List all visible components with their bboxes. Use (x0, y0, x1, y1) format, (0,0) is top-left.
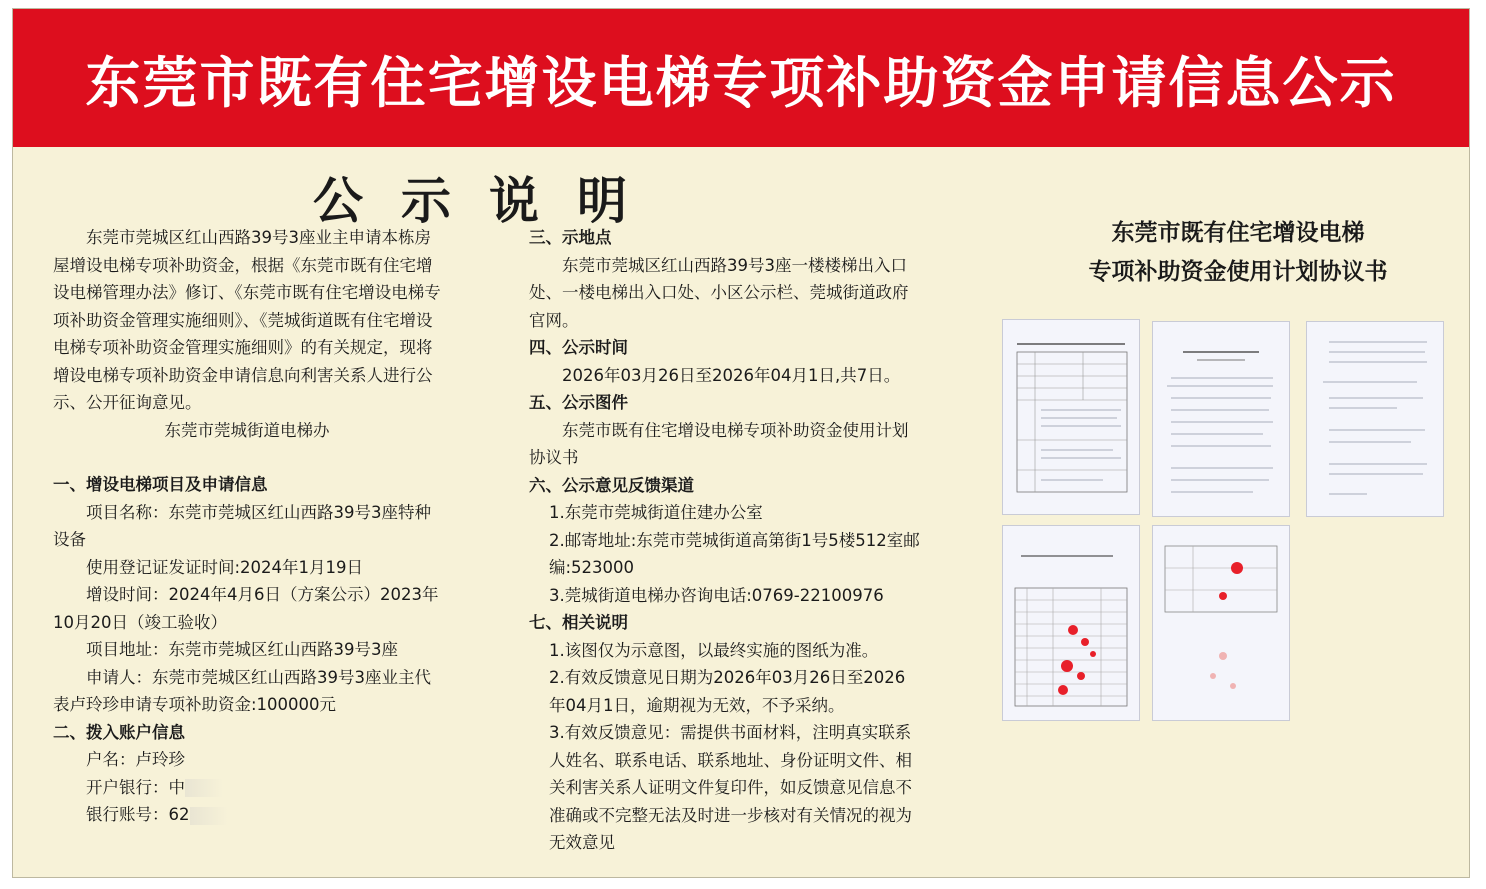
owner-signature-table-image (1002, 525, 1140, 721)
intro-text: 东莞市莞城区红山西路39号3座业主申请本栋房屋增设电梯专项补助资金，根据《东莞市既有住宅增设电梯管理办法》修订、《东莞市既有住宅增设电梯专项补助资金管理实施细则》、《莞城街道既有住宅增设电梯专项补助资金管理实施细则》的有关规定，现将增设电梯专项补助资金申请信息向利害关系人进行公示、公开征询意见。 (53, 228, 441, 412)
account-name: 户名：卢玲珍 (86, 750, 185, 769)
section1-heading: 一、增设电梯项目及申请信息 (53, 475, 268, 494)
left-column (53, 224, 441, 829)
agreement-title-line2: 专项补助资金使用计划协议书 (1088, 259, 1388, 285)
feedback-item-2: 2.邮寄地址:东莞市莞城街道高第街1号5楼512室邮编:523000 (549, 530, 920, 577)
section7-heading: 七、相关说明 (529, 613, 628, 632)
section3-heading: 三、示地点 (529, 228, 612, 247)
middle-column (529, 224, 921, 857)
install-time: 增设时间：2024年4月6日（方案公示）2023年10月20日（竣工验收） (53, 585, 439, 632)
project-address: 项目地址：东莞市莞城区红山西路39号3座 (86, 640, 398, 659)
cert-date: 使用登记证发证时间:2024年1月19日 (86, 557, 364, 577)
feedback-item-1: 1.东莞市莞城街道住建办公室 (549, 503, 763, 522)
account-line (53, 801, 441, 829)
section3-text: 东莞市莞城区红山西路39号3座一楼楼梯出入口处、一楼电梯出入口处、小区公示栏、莞城街道政府官网。 (529, 255, 909, 330)
section6-heading: 六、公示意见反馈渠道 (529, 475, 694, 495)
note-item-3: 3.有效反馈意见：需提供书面材料，注明真实联系人姓名、联系电话、联系地址、身份证明文件、相关利害关系人证明文件复印件，如反馈意见信息不准确或不完整无法及时进一步核对有关情况的视为无效意见 (549, 723, 912, 852)
bank-line (53, 774, 441, 802)
agreement-page-3-image (1306, 321, 1444, 517)
note-item-2: 2.有效反馈意见日期为2026年03月26日至2026年04月1日，逾期视为无效，不予采纳。 (549, 668, 906, 715)
account-number: 银行账号：62 (86, 805, 190, 824)
section4-heading: 四、公示时间 (529, 338, 628, 357)
notice-board (12, 8, 1470, 878)
redacted-mask (185, 779, 223, 797)
bank: 开户银行：中 (86, 777, 185, 797)
banner-title: 东莞市既有住宅增设电梯专项补助资金申请信息公示 (85, 50, 1397, 115)
issuer: 东莞市莞城街道电梯办 (164, 420, 330, 440)
agreement-page-1-image (1002, 319, 1140, 515)
agreement-title-line1: 东莞市既有住宅增设电梯 (1111, 220, 1365, 246)
notice-heading: 公示说明 (313, 172, 665, 230)
feedback-item-3: 3.莞城街道电梯办咨询电话:0769-22100976 (549, 585, 884, 605)
title-banner (13, 9, 1469, 147)
section5-text: 东莞市既有住宅增设电梯专项补助资金使用计划协议书 (529, 420, 909, 467)
note-item-1: 1.该图仅为示意图，以最终实施的图纸为准。 (549, 640, 879, 660)
applicant: 申请人：东莞市莞城区红山西路39号3座业主代表卢玲珍申请专项补助资金:100000元 (53, 667, 431, 714)
project-name: 项目名称：东莞市莞城区红山西路39号3座特种设备 (53, 502, 431, 549)
section5-heading: 五、公示图件 (529, 393, 628, 412)
signature-page-image (1152, 525, 1290, 721)
section2-heading: 二、拨入账户信息 (53, 722, 185, 742)
agreement-page-2-image (1152, 321, 1290, 517)
section4-text: 2026年03月26日至2026年04月1日,共7日。 (562, 365, 901, 385)
agreement-title (1023, 214, 1453, 292)
redacted-mask (190, 807, 228, 825)
